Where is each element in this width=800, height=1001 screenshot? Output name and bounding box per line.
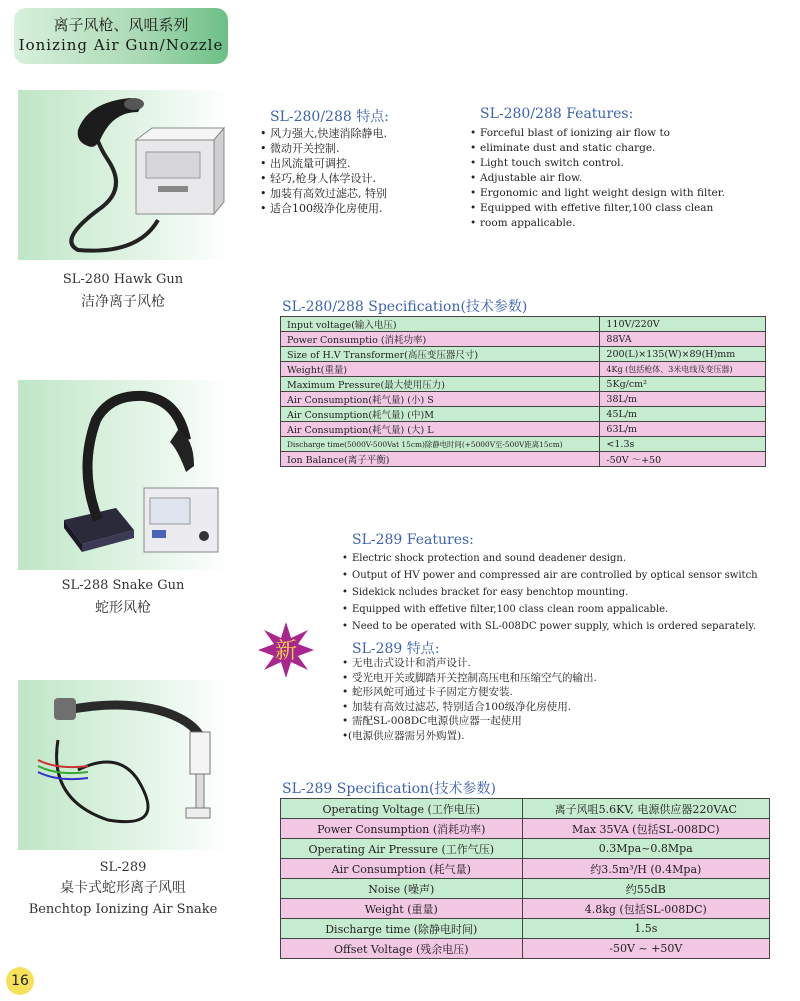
table-row	[281, 437, 766, 452]
table-row	[281, 377, 766, 392]
spec-value: 5Kg/cm²	[600, 377, 766, 392]
list-item: • 轻巧,枪身人体学设计.	[260, 171, 450, 186]
list-item: • 加装有高效过滤芯, 特别适合100级净化房使用.	[342, 700, 762, 715]
product-name-en: Benchtop Ionizing Air Snake	[28, 902, 218, 917]
spec-value: 约3.5m³/H (0.4Mpa)	[522, 859, 769, 879]
spec-value: 0.3Mpa~0.8Mpa	[522, 839, 769, 859]
spec-value: 1.5s	[522, 919, 769, 939]
list-item: • 微动开关控制.	[260, 141, 450, 156]
spec-param: Air Consumption(耗气量) (大) L	[281, 422, 600, 437]
product-caption-sl289	[18, 858, 228, 919]
sl289-features-en-list	[342, 550, 772, 635]
spec-value: <1.3s	[600, 437, 766, 452]
sl280-features-cn-list	[260, 126, 450, 216]
list-item: • Electric shock protection and sound deadener design.	[342, 550, 772, 567]
sl289-spec-title: SL-289 Specification(技术参数)	[282, 781, 496, 797]
header-title-en: Ionizing Air Gun/Nozzle	[18, 36, 224, 54]
list-item-text: (电源供应器需另外购置).	[348, 729, 465, 742]
spec-param: Noise (噪声)	[281, 879, 523, 899]
list-item: • Forceful blast of ionizing air flow to	[470, 126, 770, 141]
sl289-spec-table	[280, 798, 770, 959]
list-item: • Equipped with effetive filter,100 class clean	[470, 201, 770, 216]
spec-value: -50V ～+50	[600, 452, 766, 467]
table-row	[281, 859, 770, 879]
list-item: • 蛇形风蛇可通过卡子固定方便安装.	[342, 685, 762, 700]
list-item: • 受光电开关或脚踏开关控制高压电和压缩空气的输出.	[342, 671, 762, 686]
product-model: SL-280 Hawk Gun	[62, 272, 184, 287]
table-row	[281, 939, 770, 959]
product-image-sl288	[18, 380, 228, 570]
table-row	[281, 407, 766, 422]
spec-value: 4Kg (包括枪体、3米电线及变压器)	[600, 362, 766, 377]
spec-value: 63L/m	[600, 422, 766, 437]
product-image-sl280	[18, 90, 228, 260]
spec-param: Operating Voltage (工作电压)	[281, 799, 523, 819]
spec-param: Power Consumption (消耗功率)	[281, 819, 523, 839]
list-item	[260, 201, 450, 216]
list-item: • Adjustable air flow.	[470, 171, 770, 186]
list-item	[470, 141, 770, 156]
list-item: • Equipped with effetive filter,100 class clean room appalicable.	[342, 601, 772, 618]
table-row	[281, 317, 766, 332]
product-name-cn: 洁净离子风枪	[81, 294, 165, 310]
spec-value: -50V ~ +50V	[522, 939, 769, 959]
list-item: • 无电击式设计和消声设计.	[342, 656, 762, 671]
table-row	[281, 422, 766, 437]
spec-param: Input voltage(输入电压)	[281, 317, 600, 332]
list-item: • Light touch switch control.	[470, 156, 770, 171]
spec-param: Ion Balance(离子平衡)	[281, 452, 600, 467]
sl280-features-en-title: SL-280/288 Features:	[480, 106, 634, 122]
table-row	[281, 347, 766, 362]
spec-param: Size of H.V Transformer(高压变压器尺寸)	[281, 347, 600, 362]
list-item: • 加装有高效过滤芯, 特别	[260, 186, 450, 201]
list-item: • Output of HV power and compressed air are controlled by optical sensor switch	[342, 567, 772, 584]
table-row	[281, 332, 766, 347]
product-image-sl289	[18, 680, 228, 850]
sl280-features-en-list	[470, 126, 770, 231]
table-row	[281, 839, 770, 859]
product-model: SL-289	[99, 860, 147, 875]
sl280-spec-table	[280, 316, 766, 467]
new-badge	[258, 622, 314, 678]
table-row	[281, 362, 766, 377]
sl280-features-cn-title: SL-280/288 特点:	[270, 109, 389, 125]
list-item-text: 适合100级净化房使用.	[270, 202, 383, 215]
list-item-text: room appalicable.	[480, 217, 576, 229]
spec-param: Offset Voltage (残余电压)	[281, 939, 523, 959]
page-number: 16	[6, 967, 34, 995]
spec-param: Air Consumption(耗气量) (小) S	[281, 392, 600, 407]
spec-value: 200(L)×135(W)×89(H)mm	[600, 347, 766, 362]
spec-param: Discharge time(5000V-500Vat 15cm)除静电时间(+5000V至-500V距离15cm)	[281, 437, 600, 452]
sl289-features-cn-list	[342, 656, 762, 743]
product-name-cn: 桌卡式蛇形离子风咀	[60, 880, 186, 896]
new-badge-text: 新	[274, 639, 297, 664]
hawk-gun-illustration	[18, 90, 228, 260]
list-item-text: eliminate dust and static charge.	[480, 142, 656, 154]
table-row	[281, 879, 770, 899]
spec-param: Air Consumption (耗气量)	[281, 859, 523, 879]
list-item: • Need to be operated with SL-008DC power supply, which is ordered separately.	[342, 618, 772, 635]
sl280-spec-title: SL-280/288 Specification(技术参数)	[282, 299, 528, 315]
spec-value: 88VA	[600, 332, 766, 347]
list-item: • Ergonomic and light weight design with filter.	[470, 186, 770, 201]
table-row	[281, 919, 770, 939]
spec-param: Power Consumptio (消耗功率)	[281, 332, 600, 347]
header-banner	[14, 8, 228, 64]
spec-param: Maximum Pressure(最大使用压力)	[281, 377, 600, 392]
spec-value: 约55dB	[522, 879, 769, 899]
product-caption-sl280	[18, 272, 228, 311]
list-item: • 风力强大,快速消除静电.	[260, 126, 450, 141]
product-name-cn: 蛇形风枪	[95, 600, 151, 616]
spec-param: Weight (重量)	[281, 899, 523, 919]
spec-value: 45L/m	[600, 407, 766, 422]
sl289-features-cn-title: SL-289 特点:	[352, 641, 440, 657]
spec-value: 离子风咀5.6KV, 电源供应器220VAC	[522, 799, 769, 819]
list-item: • Sidekick ncludes bracket for easy benchtop mounting.	[342, 584, 772, 601]
header-title-cn: 离子风枪、风咀系列	[53, 16, 189, 34]
spec-param: Operating Air Pressure (工作气压)	[281, 839, 523, 859]
table-row	[281, 799, 770, 819]
spec-param: Discharge time (除静电时间)	[281, 919, 523, 939]
spec-value: 4.8kg (包括SL-008DC)	[522, 899, 769, 919]
list-item	[470, 216, 770, 231]
spec-value: Max 35VA (包括SL-008DC)	[522, 819, 769, 839]
sl289-features-en-title: SL-289 Features:	[352, 532, 474, 548]
spec-param: Air Consumption(耗气量) (中)M	[281, 407, 600, 422]
spec-value: 38L/m	[600, 392, 766, 407]
air-snake-illustration	[18, 680, 228, 850]
table-row	[281, 819, 770, 839]
product-caption-sl288	[18, 578, 228, 617]
spec-value: 110V/220V	[600, 317, 766, 332]
product-model: SL-288 Snake Gun	[61, 578, 185, 593]
spec-param: Weight(重量)	[281, 362, 600, 377]
list-item: • 出风流量可调控.	[260, 156, 450, 171]
snake-gun-illustration	[18, 380, 228, 570]
list-item: • 需配SL-008DC电源供应器一起使用	[342, 714, 762, 729]
table-row	[281, 392, 766, 407]
list-item	[342, 729, 762, 744]
table-row	[281, 899, 770, 919]
table-row	[281, 452, 766, 467]
